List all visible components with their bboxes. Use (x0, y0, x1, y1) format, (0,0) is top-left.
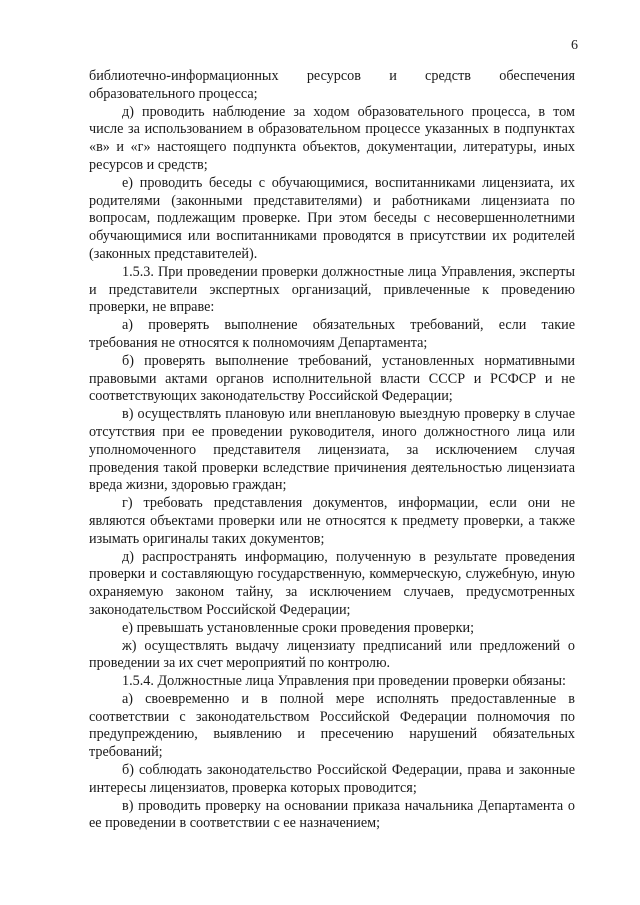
paragraph: библиотечно-информационных ресурсов и средств обеспечения образовательного процесса; (89, 68, 575, 102)
paragraph: д) распространять информацию, полученную в результате проведения проверки и составляющую государственную, коммерческую, служебную, иную охраняемую законом тайну, за исключением случаев, предусмотренных законодательством Российской Федерации; (89, 548, 575, 618)
paragraph: в) осуществлять плановую или внеплановую выездную проверку в случае отсутствия при ее проведении руководителя, иного должностного лица или уполномоченного представителя лицензиата, за исключением случая проведения такой проверки вследствие причинения деятельностью лицензиата вреда жизни, здоровью граждан; (89, 406, 575, 494)
paragraph: г) требовать представления документов, информации, если они не являются объектами проверки или не относятся к предмету проверки, а также изымать оригиналы таких документов; (89, 495, 575, 547)
paragraph: в) проводить проверку на основании приказа начальника Департамента о ее проведении в соответствии с ее назначением; (89, 797, 575, 832)
paragraph: 1.5.3. При проведении проверки должностные лица Управления, эксперты и представители экспертных организаций, привлеченные к проведению проверки, не вправе: (89, 263, 575, 316)
document-body (89, 68, 575, 833)
paragraph: 1.5.4. Должностные лица Управления при проведении проверки обязаны: (122, 673, 566, 690)
paragraph: б) соблюдать законодательство Российской Федерации, права и законные интересы лицензиатов, проверка которых проводится; (89, 762, 575, 796)
paragraph: е) превышать установленные сроки проведения проверки; (122, 619, 475, 636)
paragraph: б) проверять выполнение требований, установленных нормативными правовыми актами органов исполнительной власти СССР и РСФСР и не соответствующих законодательству Российской Федерации; (89, 352, 575, 405)
paragraph: д) проводить наблюдение за ходом образовательного процесса, в том числе за использованием в образовательном процессе указанных в подпунктах «в» и «г» настоящего подпункта объектов, документации, литературы, иных ресурсов и средств; (89, 103, 575, 173)
page-number: 6 (571, 38, 578, 53)
paragraph: е) проводить беседы с обучающимися, воспитанниками лицензиата, их родителями (законными представителями) и работниками лицензиата по вопросам, подлежащим проверке. При этом беседы с несовершеннолетними обучающимися или воспитанниками проводятся в присутствии их родителей (законных представителей). (89, 174, 575, 262)
paragraph: ж) осуществлять выдачу лицензиату предписаний или предложений о проведении за их счет мероприятий по контролю. (89, 637, 575, 672)
paragraph: а) проверять выполнение обязательных требований, если такие требования не относятся к полномочиям Департамента; (89, 317, 575, 351)
paragraph: а) своевременно и в полной мере исполнять предоставленные в соответствии с законодательством Российской Федерации полномочия по предупреждению, выявлению и пресечению нарушений обязательных требований; (89, 690, 575, 761)
